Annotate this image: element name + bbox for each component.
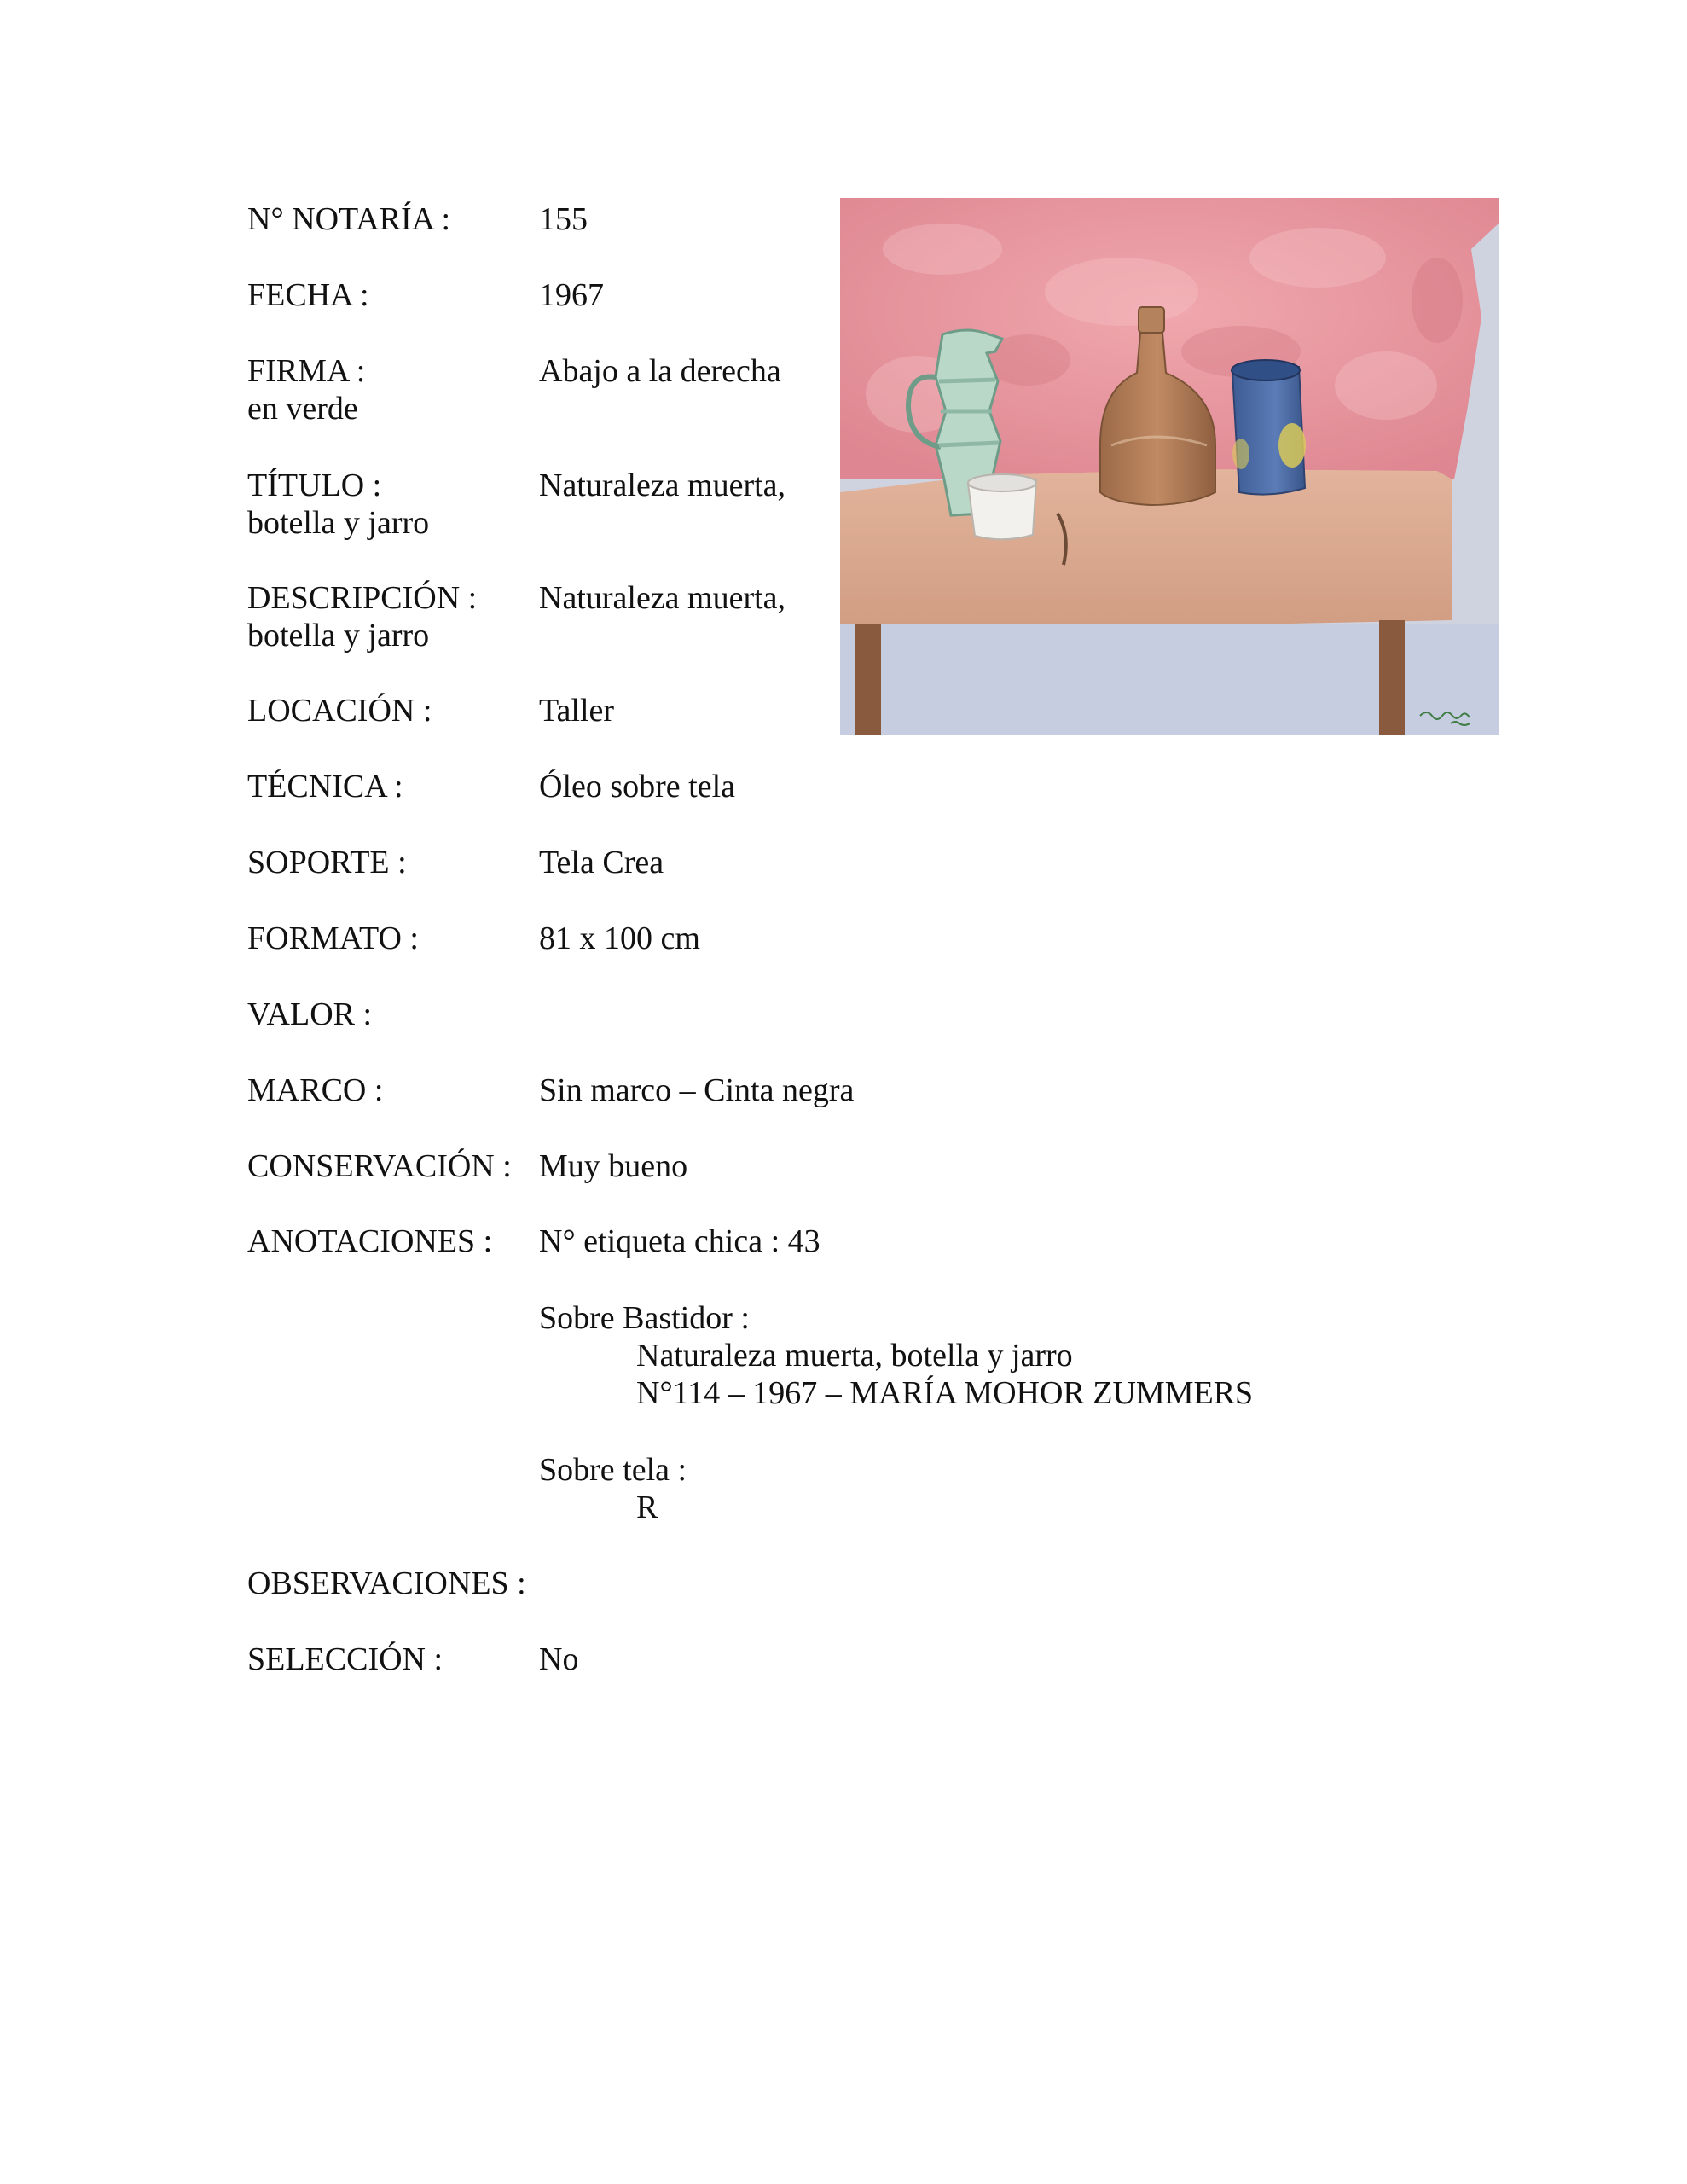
label-formato: FORMATO : [247,921,419,956]
label-descripcion-cont: botella y jarro [247,618,430,653]
value-soporte: Tela Crea [539,845,664,880]
value-formato: 81 x 100 cm [539,921,700,956]
label-valor: VALOR : [247,996,373,1032]
label-anotaciones: ANOTACIONES : [247,1223,493,1259]
tela-line-1: R [636,1490,658,1525]
label-tecnica: TÉCNICA : [247,769,403,804]
table-leg-left [855,624,881,735]
value-titulo: Naturaleza muerta, [539,468,786,503]
value-descripcion: Naturaleza muerta, [539,580,786,616]
label-locacion: LOCACIÓN : [247,693,432,729]
label-fecha: FECHA : [247,277,369,313]
value-seleccion: No [539,1641,579,1677]
table-leg-right [1379,620,1405,735]
label-firma-cont: en verde [247,391,358,427]
tela-heading: Sobre tela : [539,1452,687,1488]
label-titulo-cont: botella y jarro [247,505,430,541]
value-tecnica: Óleo sobre tela [539,769,736,804]
value-notaria: 155 [539,201,588,237]
value-marco: Sin marco – Cinta negra [539,1072,855,1108]
painting-image [840,198,1499,735]
label-titulo: TÍTULO : [247,468,382,503]
bastidor-heading: Sobre Bastidor : [539,1300,750,1336]
value-conservacion: Muy bueno [539,1148,688,1184]
label-notaria: N° NOTARÍA : [247,201,451,237]
label-seleccion: SELECCIÓN : [247,1641,443,1677]
blue-can [1232,360,1306,495]
cup [968,474,1036,539]
still-life-painting [840,198,1499,735]
value-fecha: 1967 [539,277,604,313]
label-conservacion: CONSERVACIÓN : [247,1148,512,1184]
bastidor-line-1: Naturaleza muerta, botella y jarro [636,1338,1073,1374]
label-soporte: SOPORTE : [247,845,407,880]
label-observaciones: OBSERVACIONES : [247,1565,526,1601]
bastidor-line-2: N°114 – 1967 – MARÍA MOHOR ZUMMERS [636,1375,1254,1411]
label-descripcion: DESCRIPCIÓN : [247,580,478,616]
label-marco: MARCO : [247,1072,384,1108]
label-firma: FIRMA : [247,353,366,389]
value-firma: Abajo a la derecha [539,353,781,389]
value-locacion: Taller [539,693,615,729]
value-anotaciones: N° etiqueta chica : 43 [539,1223,820,1259]
